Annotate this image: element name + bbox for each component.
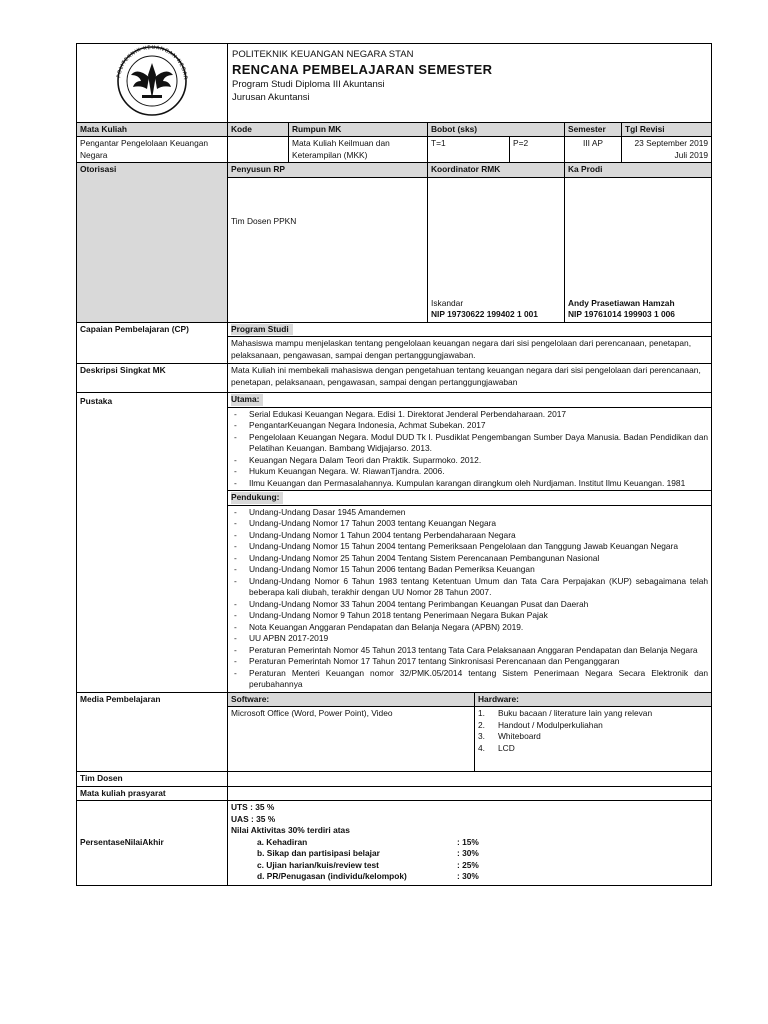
cp-label: Capaian Pembelajaran (CP) [77, 322, 228, 364]
media-header-row [77, 692, 712, 707]
document-header [77, 44, 712, 123]
grading-uts: UTS : 35 % [231, 802, 275, 812]
semester-col-header: Semester [565, 122, 622, 137]
library-support-item: - Undang-Undang Nomor 17 Tahun 2003 tentang Keuangan Negara [231, 518, 708, 530]
program-name: Program Studi Diploma III Akuntansi [232, 79, 385, 90]
head-nip: NIP 19761014 199903 1 006 [568, 309, 675, 319]
hardware-item-text: LCD [498, 742, 515, 753]
grading-item-label: c. Ujian harian/kuis/review test [257, 859, 379, 870]
course-header-row [77, 122, 712, 137]
description-text: Mata Kuliah ini membekali mahasiswa dengan pengetahuan tentang keuangan negara dari sisi pengelolaan dari perencanaan, penetapan, pelaksanaan, pengawasan, sampai dengan pertanggungjawaban [228, 364, 712, 393]
library-main-label: Utama: [231, 394, 263, 406]
cluster-col-header: Rumpun MK [289, 122, 428, 137]
software-header: Software: [228, 692, 475, 707]
revision-col-header: Tgl Revisi [622, 122, 712, 137]
hardware-item-number: 1. [478, 708, 485, 718]
course-semester: III AP [565, 137, 622, 163]
prereq-row [77, 786, 712, 801]
library-support-item: - Peraturan Menteri Keuangan nomor 32/PMK.05/2014 tentang Sistem Penerimaan Negara Secara Elektronik dan perubahannya [231, 668, 708, 691]
library-row [77, 393, 712, 693]
software-value: Microsoft Office (Word, Power Point), Video [228, 707, 475, 772]
hardware-item-number: 2. [478, 719, 485, 730]
cp-text: Mahasiswa mampu menjelaskan tentang pengelolaan keuangan negara dari sisi pengelolaan dari perencanaan, penetapan, pelaksanaan, pengawasan, sampai dengan pertanggungjawaban. [231, 338, 692, 360]
grading-item [231, 837, 708, 849]
lecturer-label: Tim Dosen [77, 772, 228, 787]
library-main-item: - Hukum Keuangan Negara. W. RiawanTjandra. 2006. [231, 466, 708, 478]
grading-item-label: a. Kehadiran [257, 836, 308, 847]
library-main-item: - Keuangan Negara Dalam Teori dan Praktik. Suparmoko. 2012. [231, 455, 708, 467]
coordinator-name: Iskandar [431, 297, 464, 308]
author-cell [228, 177, 428, 322]
course-cluster: Mata Kuliah Keilmuan dan Keterampilan (MKK) [289, 137, 428, 163]
institution-logo [109, 45, 195, 117]
library-support-item: - Undang-Undang Nomor 1 Tahun 2004 tentang Perbendaharaan Negara [231, 530, 708, 542]
code-col-header: Kode [228, 122, 289, 137]
authorization-label: Otorisasi [77, 163, 228, 323]
grading-label: PersentaseNilaiAkhir [77, 801, 228, 886]
institution-name: POLITEKNIK KEUANGAN NEGARA STAN [232, 49, 414, 60]
hardware-item [478, 731, 708, 743]
library-support-item: - Undang-Undang Nomor 33 Tahun 2004 tentang Perimbangan Keuangan Pusat dan Daerah [231, 599, 708, 611]
header-text-cell [228, 44, 712, 123]
prereq-value [228, 786, 712, 801]
library-support-item: - Undang-Undang Nomor 9 Tahun 2018 tentang Penerimaan Negara Bukan Pajak [231, 610, 708, 622]
grading-item-value: : 25% [457, 859, 479, 870]
library-support-item: - Peraturan Pemerintah Nomor 45 Tahun 2013 tentang Tata Cara Pelaksanaan Anggaran Pendapatan dan Belanja Negara [231, 645, 708, 657]
hardware-item-text: Buku bacaan / literature lain yang relevan [498, 708, 653, 718]
library-support-item: - Undang-Undang Nomor 15 Tahun 2006 tentang Badan Pemeriksa Keuangan [231, 564, 708, 576]
hardware-item-text: Whiteboard [498, 731, 541, 741]
library-support-label: Pendukung: [231, 492, 283, 504]
grading-item-value: : 30% [457, 871, 479, 881]
library-main-item: - Ilmu Keuangan dan Permasalahannya. Kumpulan karangan dirangkum oleh Nurdjaman. Institut Ilmu Keuangan. 1981 [231, 478, 708, 490]
library-support-item: - Undang-Undang Dasar 1945 Amandemen [231, 507, 708, 519]
description-row [77, 364, 712, 393]
course-name: Pengantar Pengelolaan Keuangan Negara [77, 137, 228, 163]
library-main-item: - PengantarKeuangan Negara Indonesia, Achmat Subekan. 2017 [231, 420, 708, 432]
grading-item-label: d. PR/Penugasan (individu/kelompok) [257, 871, 407, 881]
grading-item-label: b. Sikap dan partisipasi belajar [257, 848, 380, 858]
hardware-item-text: Handout / Modulperkuliahan [498, 719, 603, 730]
prereq-label: Mata kuliah prasyarat [77, 786, 228, 801]
course-code [228, 137, 289, 163]
grading-item-value: : 30% [457, 848, 479, 858]
revision-date-1: 23 September 2019 [634, 138, 709, 148]
hardware-item [478, 720, 708, 732]
library-support-item: - Nota Keuangan Anggaran Pendapatan dan Belanja Negara (APBN) 2019. [231, 622, 708, 634]
credits-col-header: Bobot (sks) [428, 122, 565, 137]
grading-content [228, 801, 712, 886]
grading-item-value: : 15% [457, 836, 479, 847]
rps-table [76, 43, 712, 886]
library-content [228, 393, 712, 693]
credits-p: P=2 [510, 137, 565, 163]
document-title: RENCANA PEMBELAJARAN SEMESTER [232, 62, 493, 77]
course-col-header: Mata Kuliah [77, 122, 228, 137]
hardware-list [478, 708, 708, 754]
authorization-header-row [77, 163, 712, 178]
hardware-item-number: 4. [478, 742, 485, 753]
hardware-item-number: 3. [478, 731, 485, 741]
description-label: Deskripsi Singkat MK [77, 364, 228, 393]
library-label: Pustaka [77, 393, 228, 693]
department-name: Jurusan Akuntansi [232, 92, 310, 103]
cp-content [228, 322, 712, 364]
library-main-list [228, 408, 711, 491]
library-support-item: - UU APBN 2017-2019 [231, 633, 708, 645]
rps-document [76, 43, 711, 886]
hardware-item [478, 743, 708, 755]
coordinator-header: Koordinator RMK [428, 163, 565, 178]
hardware-cell [475, 707, 712, 772]
library-support-item: - Undang-Undang Nomor 6 Tahun 1983 tentang Ketentuan Umum dan Tata Cara Perpajakan (KUP) sebagaimana telah beberapa kali diubah, terakhir dengan UU Nomor 28 Tahun 2007. [231, 576, 708, 599]
library-support-item: - Undang-Undang Nomor 25 Tahun 2004 Tentang Sistem Perencanaan Pembangunan Nasional [231, 553, 708, 565]
author-header: Penyusun RP [228, 163, 428, 178]
grading-item [231, 860, 708, 872]
grading-row [77, 801, 712, 886]
head-header: Ka Prodi [565, 163, 712, 178]
cp-sub-label: Program Studi [231, 324, 293, 336]
grading-item [231, 871, 708, 883]
lecturer-row [77, 772, 712, 787]
library-main-item: - Pengelolaan Keuangan Negara. Modul DUD Tk I. Pusdiklat Pengembangan Sumber Daya Manusia. Badan Pendidikan dan Pelatihan Keuangan. Bambang Widjajarso. 2013. [231, 432, 708, 455]
course-row [77, 137, 712, 163]
logo-cell [77, 44, 228, 123]
hardware-item [478, 708, 708, 720]
head-name: Andy Prasetiawan Hamzah [568, 297, 675, 308]
author-name: Tim Dosen PPKN [231, 215, 297, 226]
lecturer-value [228, 772, 712, 787]
coordinator-nip: NIP 19730622 199402 1 001 [431, 309, 538, 319]
library-support-item: - Undang-Undang Nomor 15 Tahun 2004 tentang Pemeriksaan Pengelolaan dan Tanggung Jawab Keuangan Negara [231, 541, 708, 553]
cp-row [77, 322, 712, 364]
media-label: Media Pembelajaran [77, 692, 228, 772]
library-support-item: - Peraturan Pemerintah Nomor 17 Tahun 2017 tentang Sinkronisasi Perencanaan dan Penganggaran [231, 656, 708, 668]
grading-uas: UAS : 35 % [231, 813, 276, 824]
coordinator-cell [428, 177, 565, 322]
grading-item [231, 848, 708, 860]
library-support-list [228, 506, 711, 692]
svg-text:POLITEKNIK KEUANGAN NEGARA STA: POLITEKNIK KEUANGAN NEGAR [116, 45, 189, 81]
grading-activity: Nilai Aktivitas 30% terdiri atas [231, 825, 350, 835]
revision-date-2: Juli 2019 [674, 149, 709, 160]
credits-t: T=1 [428, 137, 510, 163]
revision-dates [622, 137, 712, 163]
hardware-header: Hardware: [475, 692, 712, 707]
grading-items [231, 837, 708, 883]
head-cell [565, 177, 712, 322]
library-main-item: - Serial Edukasi Keuangan Negara. Edisi 1. Direktorat Jenderal Perbendaharaan. 2017 [231, 409, 708, 421]
